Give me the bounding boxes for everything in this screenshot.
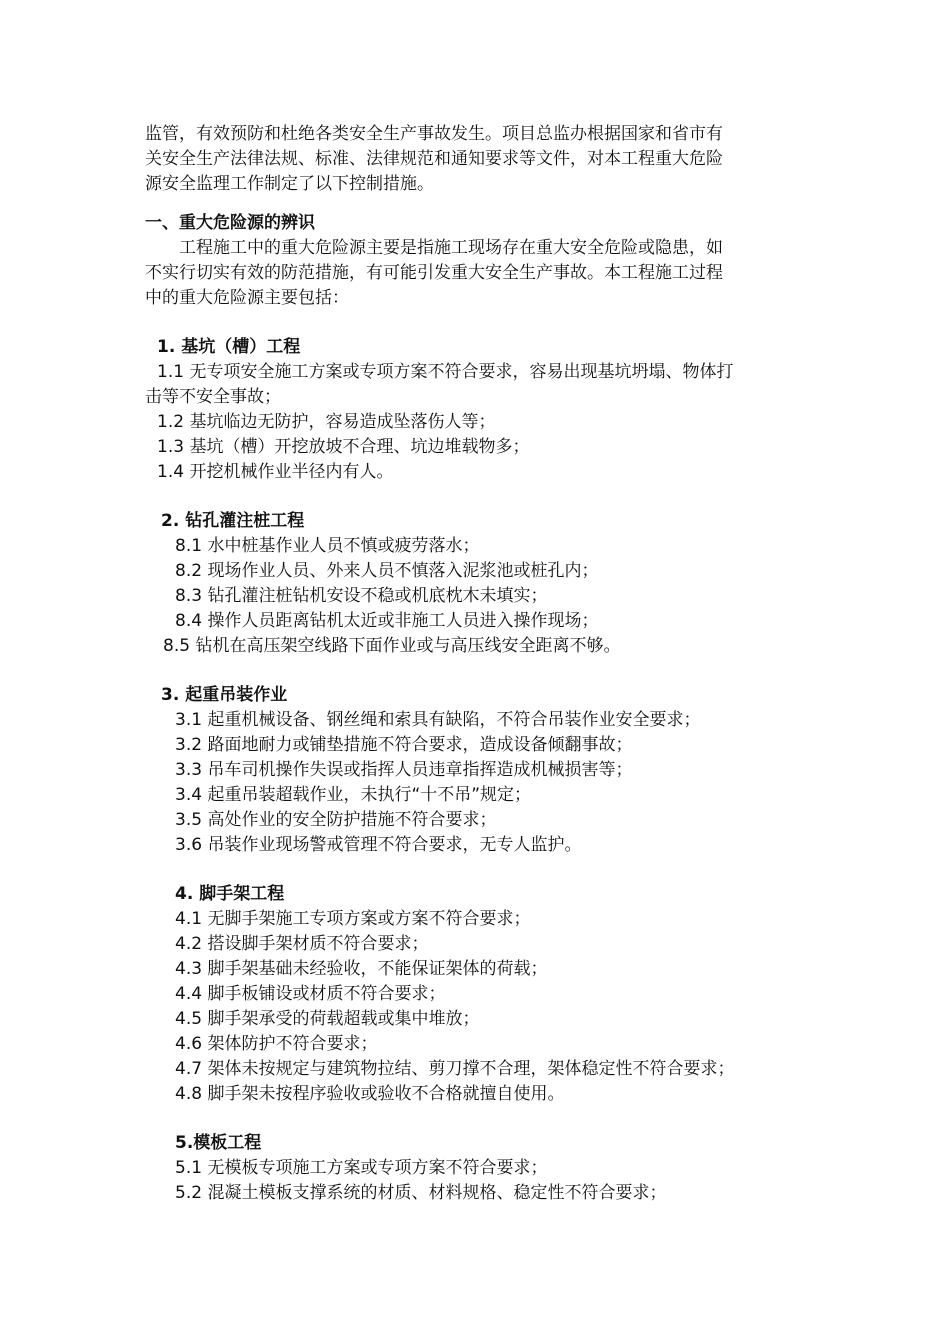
list-item: 5.1 无模板专项施工方案或专项方案不符合要求；: [175, 1158, 548, 1178]
list-item: 3.3 吊车司机操作失误或指挥人员违章指挥造成机械损害等；: [175, 760, 633, 780]
group-title: 4. 脚手架工程: [175, 884, 285, 904]
list-item: 1.1 无专项安全施工方案或专项方案不符合要求，容易出现基坑坍塌、物体打: [157, 362, 734, 382]
section-paragraph-line: 中的重大危险源主要包括：: [145, 288, 349, 308]
list-item: 3.5 高处作业的安全防护措施不符合要求；: [175, 810, 497, 830]
list-item: 4.2 搭设脚手架材质不符合要求；: [175, 934, 429, 954]
list-item: 8.5 钻机在高压架空线路下面作业或与高压线安全距离不够。: [163, 636, 621, 656]
list-item: 1.4 开挖机械作业半径内有人。: [157, 462, 394, 482]
list-item: 3.1 起重机械设备、钢丝绳和索具有缺陷，不符合吊装作业安全要求；: [175, 710, 701, 730]
intro-line: 源安全监理工作制定了以下控制措施。: [145, 174, 434, 194]
list-item-continuation: 击等不安全事故；: [145, 387, 281, 407]
list-item: 8.1 水中桩基作业人员不慎或疲劳落水；: [175, 536, 480, 556]
list-item: 1.2 基坑临边无防护，容易造成坠落伤人等；: [157, 412, 496, 432]
list-item: 8.4 操作人员距离钻机太近或非施工人员进入操作现场；: [175, 611, 599, 631]
list-item: 3.4 起重吊装超载作业，未执行“十不吊”规定；: [175, 785, 532, 805]
section-paragraph-line: 工程施工中的重大危险源主要是指施工现场存在重大安全危险或隐患，如: [179, 238, 723, 258]
list-item: 3.6 吊装作业现场警戒管理不符合要求，无专人监护。: [175, 835, 582, 855]
intro-line: 监管，有效预防和杜绝各类安全生产事故发生。项目总监办根据国家和省市有: [145, 124, 723, 144]
group-title: 1. 基坑（槽）工程: [157, 337, 301, 357]
section-paragraph-line: 不实行切实有效的防范措施，有可能引发重大安全生产事故。本工程施工过程: [145, 263, 723, 283]
intro-line: 关安全生产法律法规、标准、法律规范和通知要求等文件，对本工程重大危险: [145, 149, 723, 169]
list-item: 3.2 路面地耐力或铺垫措施不符合要求，造成设备倾翻事故；: [175, 735, 633, 755]
group-title: 5.模板工程: [175, 1133, 262, 1153]
document-body: [145, 122, 810, 1206]
list-item: 1.3 基坑（槽）开挖放坡不合理、坑边堆载物多；: [157, 437, 530, 457]
list-item: 4.3 脚手架基础未经验收，不能保证架体的荷载；: [175, 959, 548, 979]
group-title: 2. 钻孔灌注桩工程: [161, 511, 305, 531]
section-heading: 一、重大危险源的辨识: [145, 213, 315, 233]
list-item: 4.4 脚手板铺设或材质不符合要求；: [175, 984, 446, 1004]
list-item: 4.5 脚手架承受的荷载超载或集中堆放；: [175, 1009, 480, 1029]
list-item: 5.2 混凝土模板支撑系统的材质、材料规格、稳定性不符合要求；: [175, 1183, 667, 1203]
list-item: 8.2 现场作业人员、外来人员不慎落入泥浆池或桩孔内；: [175, 561, 599, 581]
list-item: 4.7 架体未按规定与建筑物拉结、剪刀撑不合理，架体稳定性不符合要求；: [175, 1059, 735, 1079]
list-item: 8.3 钻孔灌注桩钻机安设不稳或机底枕木未填实；: [175, 586, 548, 606]
list-item: 4.1 无脚手架施工专项方案或方案不符合要求；: [175, 909, 531, 929]
list-item: 4.6 架体防护不符合要求；: [175, 1034, 378, 1054]
group-title: 3. 起重吊装作业: [161, 685, 288, 705]
list-item: 4.8 脚手架未按程序验收或验收不合格就擅自使用。: [175, 1084, 565, 1104]
